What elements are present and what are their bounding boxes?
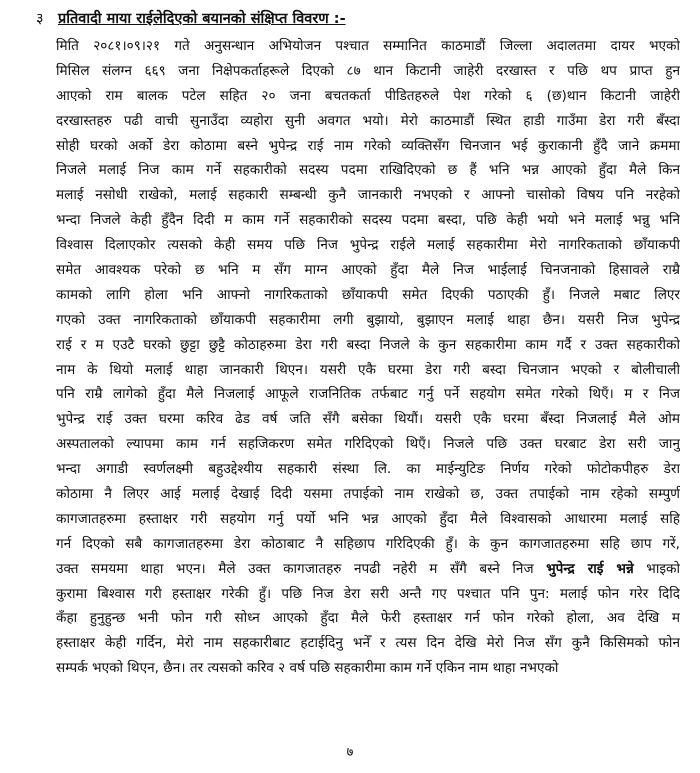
text-line: मलाई नसोधी राखेको, मलाई सहकारी सम्बन्धी कुनै जानकारी नभएको र आफ्नो चासोको विषय पनि नरहेको [56,187,680,204]
text-line: कँहा हुनुहुन्छ भनी फोन गरी सोध्न आएको हुँदा मैले फेरी हस्ताक्षर गर्न फोन गरेको होला, अव देखि म [56,610,680,627]
text-line: भन्दा अगाडी स्वर्णलक्ष्मी बहुउद्देश्यीय सहकारी संस्था लि. का माईन्युटिङ निर्णय गरेको फोटोकपीहरु डेरा [56,461,680,478]
text-line: समेत आवश्यक परेको छ भनि म सँग माग्न आएको हुँदा मैले निज भाईलाई चिनजनाको हिसावले राम्रै [56,262,680,279]
section-title: प्रतिवादी माया राईलेदिएको बयानको संक्षिप्त विवरण :- [58,11,346,27]
text-line: कागजातहरुमा हस्ताक्षर गरी सहयोग गर्नु पर्यो भनि भन्न आएको हुँदा मैले विश्वासको आधारमा मलाई सहि [56,510,680,527]
text-line: आएको राम बालक पटेल सहित २० जना बचतकर्ता पीडितहरुले पेश गरेको ६ (छ)थान किटानी जाहेरी [56,87,680,104]
text-line: पनि राम्रै लागेको हुँदा मैले निजलाई आफूले राजनितिक तर्फबाट गर्नु पर्ने सहयोग समेत गरेको थिएँ। म र निज [56,386,680,403]
text-line: गएको उक्त नागरिकताको छाँयाकपी सहकारीमा लगी बुझायो, बुझाएन मलाई थाहा छैन। यसरी निज भुपेन्द्र [56,311,680,328]
text-line: राई र म एउटै घरको छुट्टा छुट्टै कोठाहरुमा डेरा गरी बस्दा निजले के कुन सहकारीमा काम गर्दै र उक्त सहकारीको [56,336,680,353]
text-run: भाइको [633,560,680,577]
text-line: सोही घरको अर्को डेरा कोठामा बस्ने भुपेन्द्र राई नाम गरेको व्यक्तिसँग चिनजान भई कुराकानी हुँदै जाने क्रममा [56,137,680,154]
text-line: दरखास्तहरु पढी वाची सुनाउँदा व्यहोरा सुनी अवगत भयो। मेरो काठमाडौं स्थित हाडी गाउँमा डेरा गरी बँस्दा [56,112,680,129]
text-line: भन्दा निजले केही हुँदैन दिदी म काम गर्ने सहकारीको सदस्य पदमा बस्दा, पछि केही भयो भने मलाई भन्नु भनि [56,212,680,229]
page-number: ७ [346,745,354,760]
text-line: कुरामा बिश्वास गरी हस्ताक्षर गरेकी हुँ। पछि निज डेरा सरी अन्तै गए पश्चात पनि पुन: मलाई फोन गरेर दिदि [56,585,680,602]
statement-body [56,34,680,681]
text-line: कोठामा नै लिएर आई मलाई देखाई दिदी यसमा तपाईको नाम राखेको छ, उक्त तपाईको नाम रहेको सम्पुर्ण [56,486,680,503]
text-line: गर्न दिएको सबै कागजातहरुमा डेरा कोठाबाट नै सहिछाप गरिदिएकी हुँ। के कुन कागजातहरुमा सहि छाप गरें, [56,535,680,552]
text-run: उक्त समयमा थाहा भएन। मैले उक्त कागजातहरु नपढी नहेरी म सँगै बस्ने निज [56,560,547,577]
text-line: अस्पतालको ल्यापमा काम गर्न सहजिकरण समेत गरिदिएको थिएँ। निजले पछि उक्त घरबाट डेरा सरी जानु [56,436,680,453]
text-line: कामको लागि होला भनि आफ्नो नागरिकताको छाँयाकपी समेत दिएकी पठाएकी हुँ। निजले मबाट लिएर [56,286,680,303]
text-line: हस्ताक्षर केही गर्दिन, मेरो नाम सहकारीबाट हटाईदिनु भनेँ र त्यस दिन देखि मेरो निज सँग कुनै किसिमको फोन [56,635,680,652]
text-line: विश्वास दिलाएकोर त्यसको केही समय पछि निज भुपेन्द्र राईले मलाई सहकारीमा मेरो नागरिकताको छाँयाकपी [56,237,680,254]
text-line: भुपेन्द्र राई उक्त घरमा करिव ढेड वर्ष जति सँगै बसेका थियौं। यसरी एकै घरमा बँस्दा निजलाई मैले ओम [56,411,680,428]
text-line: मिति २०८१।०९।२१ गते अनुसन्धान अभियोजन पश्चात सम्मानित काठमाडौं जिल्ला अदालतमा दायर भएको [56,38,680,54]
text-line: सम्पर्क भएको थिएन, छैन। तर त्यसको करिव २ वर्ष पछि सहकारीमा काम गर्ने एकिन नाम थाहा नभएको [56,660,559,677]
text-line: मिसिल संलग्न ६६९ जना निक्षेपकर्ताहरूले दिएको ८७ थान किटानी जाहेरी दरखास्त र पछि थप प्राप्त हुन [56,62,680,79]
text-line [56,557,680,582]
text-line: नाम के थियो मलाई थाहा जानकारी थिएन। यसरी एकै घरमा डेरा गरी बस्दा चिनजान भएको र बोलीचाली [56,361,680,378]
text-line: निजले मलाई निज काम गर्ने सहकारीको सदस्य पदमा राखिदिएको छ हैं भनि भन्न आएको हुँदा मैले किन [56,162,680,179]
bold-name-run: भुपेन्द्र राई भन्ने [546,560,634,577]
section-number: ३ [36,11,44,27]
